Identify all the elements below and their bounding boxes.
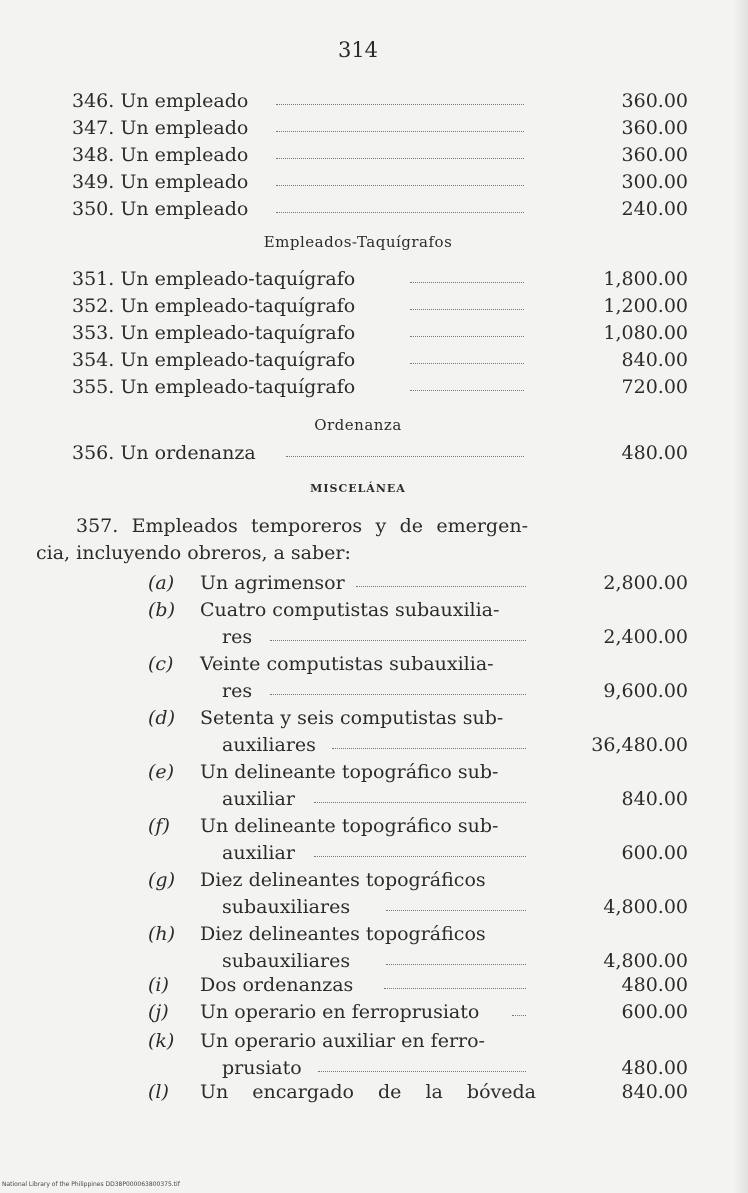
footer-caption: National Library of the Philippines DD38P000063800375.tif bbox=[2, 1181, 180, 1188]
item-amount: 4,800.00 bbox=[603, 950, 688, 972]
item-label: auxiliar bbox=[222, 788, 295, 810]
item-amount: 300.00 bbox=[621, 171, 688, 193]
dot-leader bbox=[318, 1071, 526, 1072]
item-amount: 360.00 bbox=[621, 90, 688, 112]
item-marker: (e) bbox=[148, 761, 175, 783]
section-heading-ordenanza: Ordenanza bbox=[314, 416, 402, 434]
item-label: Un operario auxiliar en ferro- bbox=[200, 1030, 485, 1052]
dot-leader bbox=[314, 856, 526, 857]
item-amount: 720.00 bbox=[621, 376, 688, 398]
item-label: Un delineante topográfico sub- bbox=[200, 815, 499, 837]
list-item bbox=[0, 320, 748, 346]
item-label: subauxiliares bbox=[222, 896, 351, 918]
section-heading-miscelanea: MISCELÁNEA bbox=[310, 482, 406, 495]
item-label: 355. Un empleado-taquígrafo bbox=[72, 376, 356, 398]
item-amount: 600.00 bbox=[621, 1001, 688, 1023]
item-label: Veinte computistas subauxilia- bbox=[200, 653, 494, 675]
section-heading-taquigrafos: Empleados-Taquígrafos bbox=[263, 233, 453, 251]
sub-item-continuation bbox=[0, 1055, 748, 1081]
sub-item bbox=[0, 597, 748, 623]
dot-leader bbox=[386, 910, 526, 911]
item-label: 347. Un empleado bbox=[72, 117, 249, 139]
item-label: 349. Un empleado bbox=[72, 171, 249, 193]
item-marker: (d) bbox=[148, 707, 175, 729]
list-item bbox=[0, 374, 748, 400]
list-item bbox=[0, 293, 748, 319]
item-marker: (l) bbox=[148, 1081, 169, 1103]
dot-leader bbox=[512, 1015, 526, 1016]
item-label: Cuatro computistas subauxilia- bbox=[200, 599, 500, 621]
item-amount: 600.00 bbox=[621, 842, 688, 864]
item-label: 356. Un ordenanza bbox=[72, 442, 256, 464]
item-label: res bbox=[222, 626, 253, 648]
list-item bbox=[0, 196, 748, 222]
list-item bbox=[0, 169, 748, 195]
item-amount: 360.00 bbox=[621, 117, 688, 139]
item-amount: 360.00 bbox=[621, 144, 688, 166]
list-item bbox=[0, 266, 748, 292]
item-label: res bbox=[222, 680, 253, 702]
dot-leader bbox=[276, 104, 524, 105]
item-label: 352. Un empleado-taquígrafo bbox=[72, 295, 356, 317]
sub-item bbox=[0, 759, 748, 785]
item-amount: 36,480.00 bbox=[591, 734, 688, 756]
dot-leader bbox=[270, 694, 526, 695]
item-amount: 2,400.00 bbox=[603, 626, 688, 648]
sub-item bbox=[0, 921, 748, 947]
dot-leader bbox=[276, 185, 524, 186]
item-marker: (h) bbox=[148, 923, 176, 945]
item-label: Dos ordenanzas bbox=[200, 974, 354, 996]
dot-leader bbox=[384, 988, 526, 989]
sub-item-continuation bbox=[0, 786, 748, 812]
item-amount: 2,800.00 bbox=[603, 572, 688, 594]
item-amount: 840.00 bbox=[621, 788, 688, 810]
list-item bbox=[0, 347, 748, 373]
item-label: subauxiliares bbox=[222, 950, 351, 972]
item-amount: 480.00 bbox=[621, 974, 688, 996]
sub-item bbox=[0, 999, 748, 1025]
item-label: Un delineante topográfico sub- bbox=[200, 761, 499, 783]
item-amount: 1,800.00 bbox=[603, 268, 688, 290]
sub-item bbox=[0, 1079, 748, 1105]
dot-leader bbox=[276, 158, 524, 159]
item-amount: 840.00 bbox=[621, 1081, 688, 1103]
item-label: 353. Un empleado-taquígrafo bbox=[72, 322, 356, 344]
paragraph-line: 357. Empleados temporeros y de emergen- bbox=[76, 515, 528, 537]
item-amount: 1,080.00 bbox=[603, 322, 688, 344]
sub-item-continuation bbox=[0, 624, 748, 650]
item-marker: (a) bbox=[148, 572, 175, 594]
item-amount: 480.00 bbox=[621, 1057, 688, 1079]
item-amount: 1,200.00 bbox=[603, 295, 688, 317]
dot-leader bbox=[314, 802, 526, 803]
paragraph-line: cia, incluyendo obreros, a saber: bbox=[36, 542, 351, 564]
item-label: Setenta y seis computistas sub- bbox=[200, 707, 504, 729]
dot-leader bbox=[410, 336, 524, 337]
page-number: 314 bbox=[337, 38, 379, 62]
item-marker: (c) bbox=[148, 653, 174, 675]
item-amount: 480.00 bbox=[621, 442, 688, 464]
item-label: 350. Un empleado bbox=[72, 198, 249, 220]
item-amount: 840.00 bbox=[621, 349, 688, 371]
sub-item-continuation bbox=[0, 840, 748, 866]
item-label: auxiliar bbox=[222, 842, 295, 864]
dot-leader bbox=[286, 456, 524, 457]
dot-leader bbox=[356, 586, 526, 587]
list-item bbox=[0, 115, 748, 141]
item-marker: (b) bbox=[148, 599, 175, 621]
item-label: Un operario en ferroprusiato bbox=[200, 1001, 480, 1023]
dot-leader bbox=[270, 640, 526, 641]
dot-leader bbox=[386, 964, 526, 965]
item-amount: 240.00 bbox=[621, 198, 688, 220]
item-label: Diez delineantes topográficos bbox=[200, 923, 486, 945]
dot-leader bbox=[410, 363, 524, 364]
dot-leader bbox=[410, 309, 524, 310]
sub-item bbox=[0, 570, 748, 596]
item-label: Un encargado de la bóveda bbox=[200, 1081, 536, 1103]
sub-item bbox=[0, 972, 748, 998]
item-marker: (j) bbox=[148, 1001, 169, 1023]
list-item bbox=[0, 440, 748, 466]
sub-item-continuation bbox=[0, 948, 748, 974]
item-label: 348. Un empleado bbox=[72, 144, 249, 166]
sub-item-continuation bbox=[0, 894, 748, 920]
item-marker: (f) bbox=[148, 815, 170, 837]
item-label: auxiliares bbox=[222, 734, 316, 756]
item-label: 354. Un empleado-taquígrafo bbox=[72, 349, 356, 371]
sub-item bbox=[0, 1028, 748, 1054]
item-marker: (g) bbox=[148, 869, 175, 891]
list-item bbox=[0, 142, 748, 168]
item-label: 346. Un empleado bbox=[72, 90, 249, 112]
dot-leader bbox=[276, 131, 524, 132]
dot-leader bbox=[332, 748, 526, 749]
item-amount: 4,800.00 bbox=[603, 896, 688, 918]
sub-item bbox=[0, 813, 748, 839]
item-label: 351. Un empleado-taquígrafo bbox=[72, 268, 356, 290]
dot-leader bbox=[410, 282, 524, 283]
item-marker: (i) bbox=[148, 974, 169, 996]
sub-item-continuation bbox=[0, 732, 748, 758]
item-label: Un agrimensor bbox=[200, 572, 345, 594]
list-item bbox=[0, 88, 748, 114]
sub-item bbox=[0, 867, 748, 893]
item-amount: 9,600.00 bbox=[603, 680, 688, 702]
sub-item-continuation bbox=[0, 678, 748, 704]
item-marker: (k) bbox=[148, 1030, 175, 1052]
dot-leader bbox=[410, 390, 524, 391]
item-label: prusiato bbox=[222, 1057, 302, 1079]
sub-item bbox=[0, 705, 748, 731]
item-label: Diez delineantes topográficos bbox=[200, 869, 486, 891]
sub-item bbox=[0, 651, 748, 677]
dot-leader bbox=[276, 212, 524, 213]
